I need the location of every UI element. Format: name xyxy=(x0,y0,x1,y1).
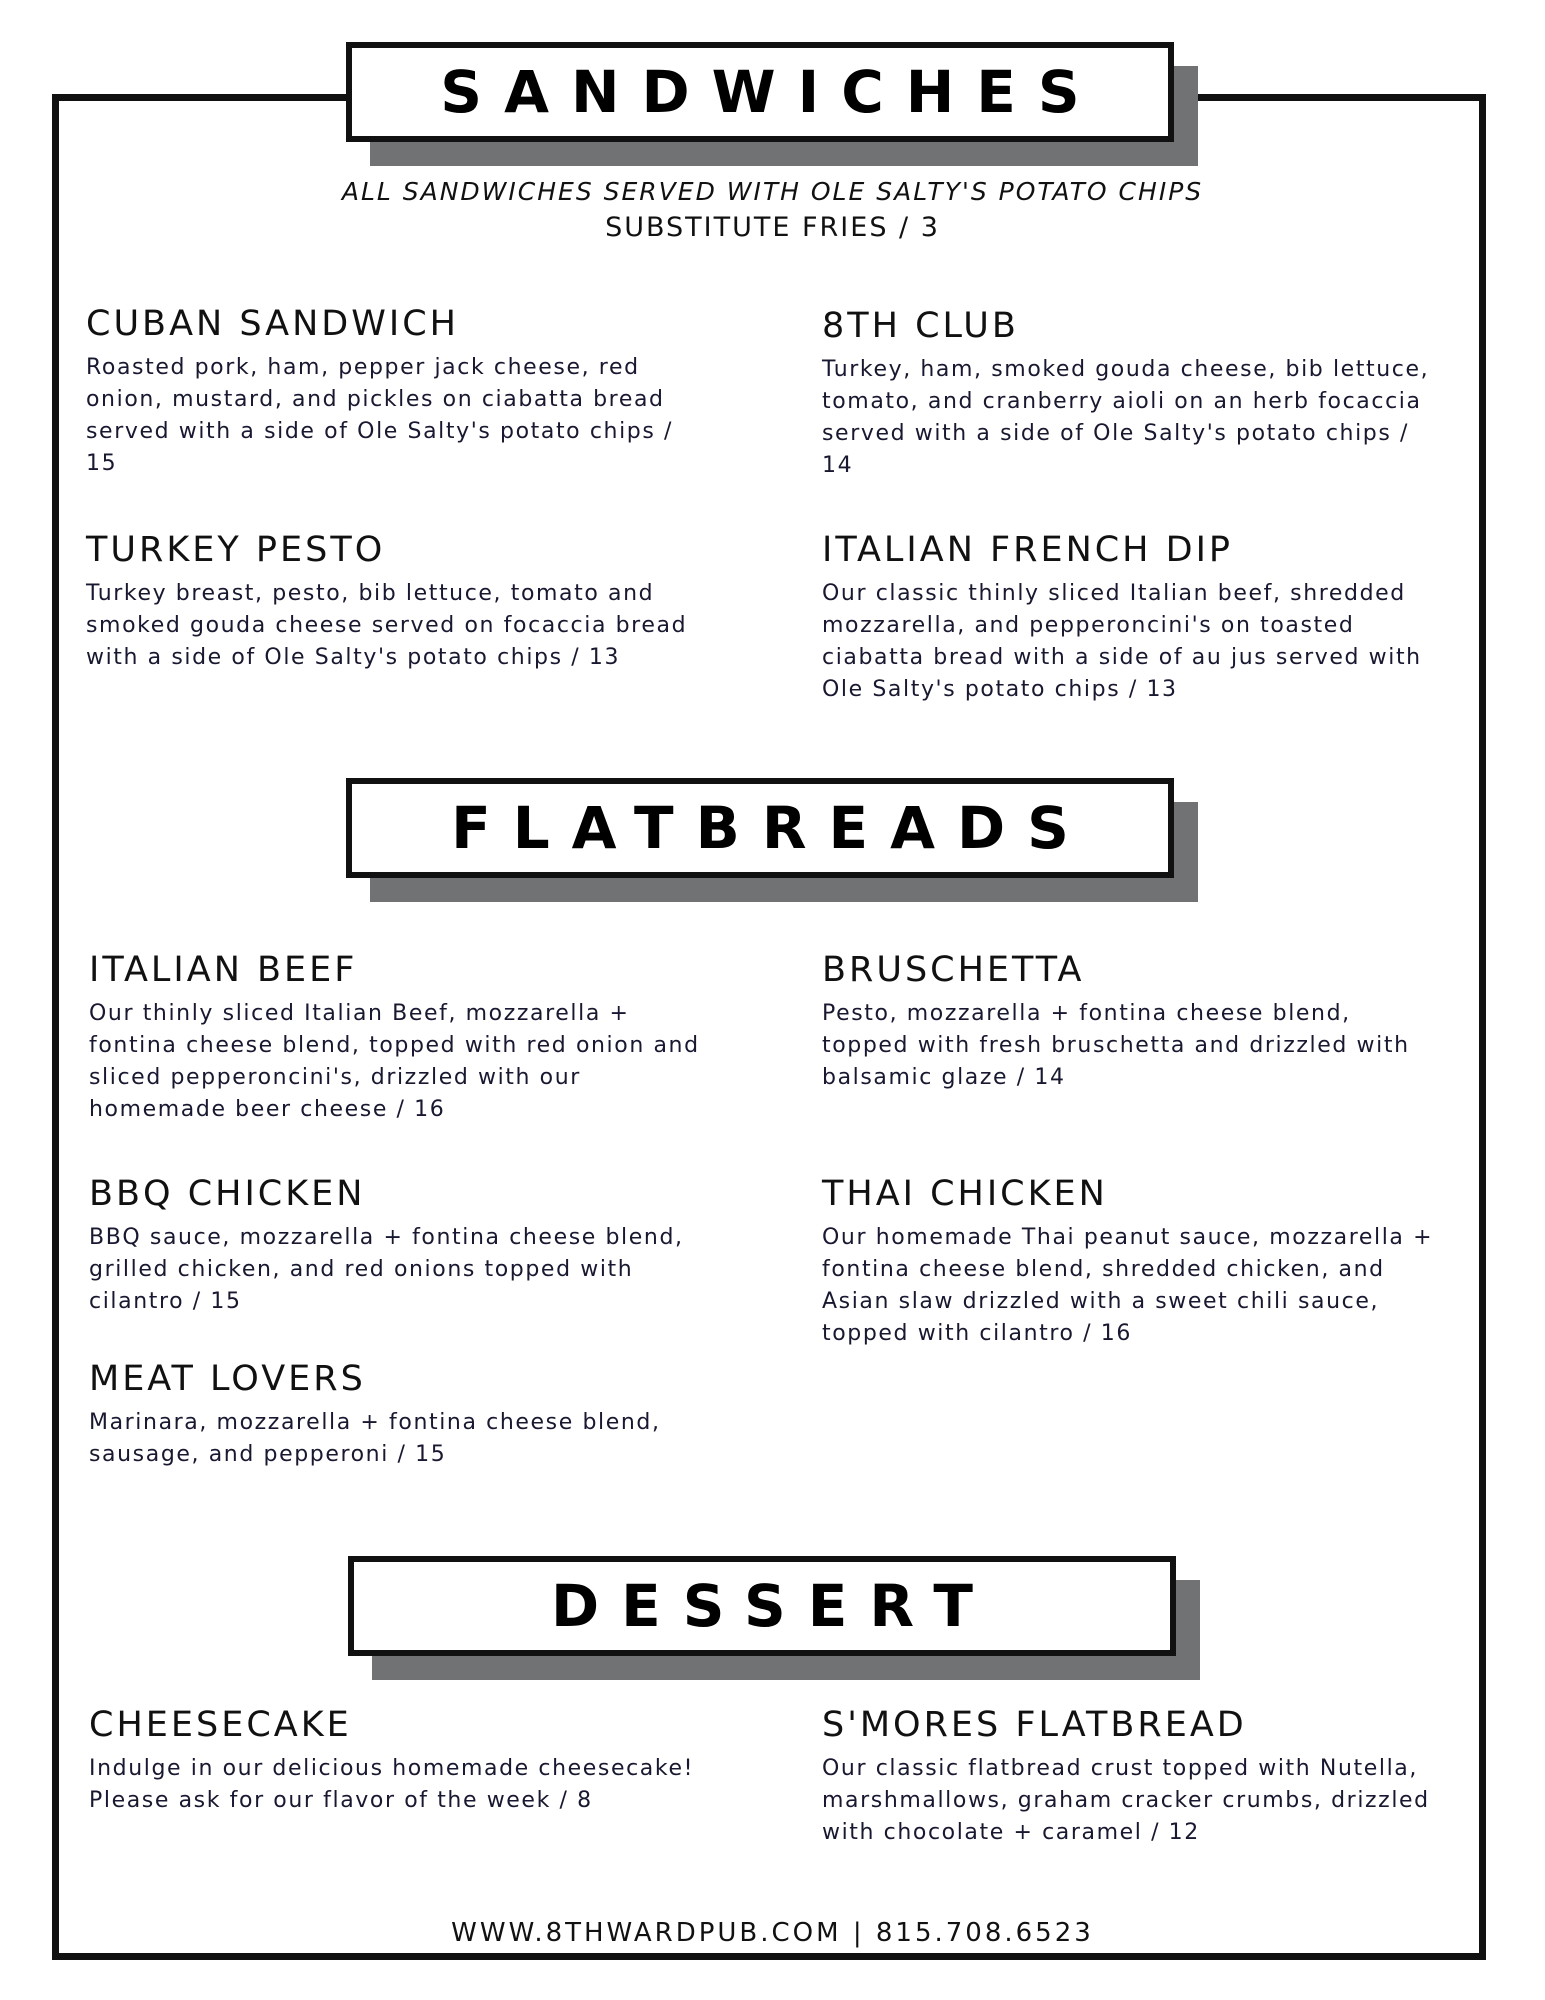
item-name: TURKEY PESTO xyxy=(86,530,386,570)
menu-item-smores-flatbread xyxy=(822,1703,1442,1849)
sandwich-note: ALL SANDWICHES SERVED WITH OLE SALTY'S POTATO CHIPS xyxy=(341,177,1204,206)
menu-item-cuban-sandwich xyxy=(86,302,706,480)
item-description: Our classic flatbread crust topped with Nutella, marshmallows, graham cracker crumbs, drizzled with chocolate + caramel / 12 xyxy=(822,1756,1430,1845)
item-name: BRUSCHETTA xyxy=(822,950,1085,990)
menu-item-bbq-chicken xyxy=(89,1172,709,1318)
item-description: BBQ sauce, mozzarella + fontina cheese blend, grilled chicken, and red onions topped with cilantro / 15 xyxy=(89,1225,684,1314)
dessert-banner xyxy=(348,1556,1176,1656)
item-description: Turkey, ham, smoked gouda cheese, bib lettuce, tomato, and cranberry aioli on an herb focaccia served with a side of Ole Salty's potato chips / 14 xyxy=(822,357,1430,478)
item-description: Our thinly sliced Italian Beef, mozzarella + fontina cheese blend, topped with red onion and sliced pepperoncini's, drizzled with our homemade beer cheese / 16 xyxy=(89,1001,700,1122)
banner-box xyxy=(348,1556,1176,1656)
banner-box xyxy=(346,778,1174,878)
item-description: Pesto, mozzarella + fontina cheese blend, topped with fresh bruschetta and drizzled with balsamic glaze / 14 xyxy=(822,1001,1410,1090)
item-description: Roasted pork, ham, pepper jack cheese, red onion, mustard, and pickles on ciabatta bread served with a side of Ole Salty's potato chips / 15 xyxy=(86,355,674,476)
section-title: SANDWICHES xyxy=(440,58,1102,126)
item-description: Turkey breast, pesto, bib lettuce, tomato and smoked gouda cheese served on focaccia bread with a side of Ole Salty's potato chips / 13 xyxy=(86,581,688,670)
item-name: S'MORES FLATBREAD xyxy=(822,1705,1247,1745)
section-title: FLATBREADS xyxy=(451,794,1091,862)
item-description: Our homemade Thai peanut sauce, mozzarella + fontina cheese blend, shredded chicken, and Asian slaw drizzled with a sweet chili sauce, topped with cilantro / 16 xyxy=(822,1225,1434,1346)
item-description: Marinara, mozzarella + fontina cheese blend, sausage, and pepperoni / 15 xyxy=(89,1410,661,1467)
menu-item-cheesecake xyxy=(89,1703,709,1817)
menu-item-italian-beef xyxy=(89,948,709,1126)
item-description: Our classic thinly sliced Italian beef, shredded mozzarella, and pepperoncini's on toasted ciabatta bread with a side of au jus served with Ole Salty's potato chips / 13 xyxy=(822,581,1422,702)
flatbreads-banner xyxy=(346,778,1174,878)
item-name: MEAT LOVERS xyxy=(89,1359,366,1399)
item-name: CUBAN SANDWICH xyxy=(86,304,459,344)
item-name: ITALIAN FRENCH DIP xyxy=(822,530,1234,570)
menu-item-bruschetta xyxy=(822,948,1442,1094)
substitute-note: SUBSTITUTE FRIES / 3 xyxy=(605,212,940,243)
item-name: CHEESECAKE xyxy=(89,1705,352,1745)
item-name: ITALIAN BEEF xyxy=(89,950,358,990)
section-title: DESSERT xyxy=(551,1572,995,1640)
menu-item-8th-club xyxy=(822,304,1442,482)
menu-item-thai-chicken xyxy=(822,1172,1442,1350)
item-name: THAI CHICKEN xyxy=(822,1174,1108,1214)
banner-box xyxy=(346,42,1174,142)
item-name: 8TH CLUB xyxy=(822,306,1019,346)
menu-item-turkey-pesto xyxy=(86,528,706,674)
footer-contact: WWW.8THWARDPUB.COM | 815.708.6523 xyxy=(451,1918,1094,1948)
menu-item-italian-french-dip xyxy=(822,528,1442,706)
item-description: Indulge in our delicious homemade cheesecake! Please ask for our flavor of the week / 8 xyxy=(89,1756,694,1813)
sandwiches-banner xyxy=(346,42,1174,142)
item-name: BBQ CHICKEN xyxy=(89,1174,366,1214)
menu-item-meat-lovers xyxy=(89,1357,709,1471)
